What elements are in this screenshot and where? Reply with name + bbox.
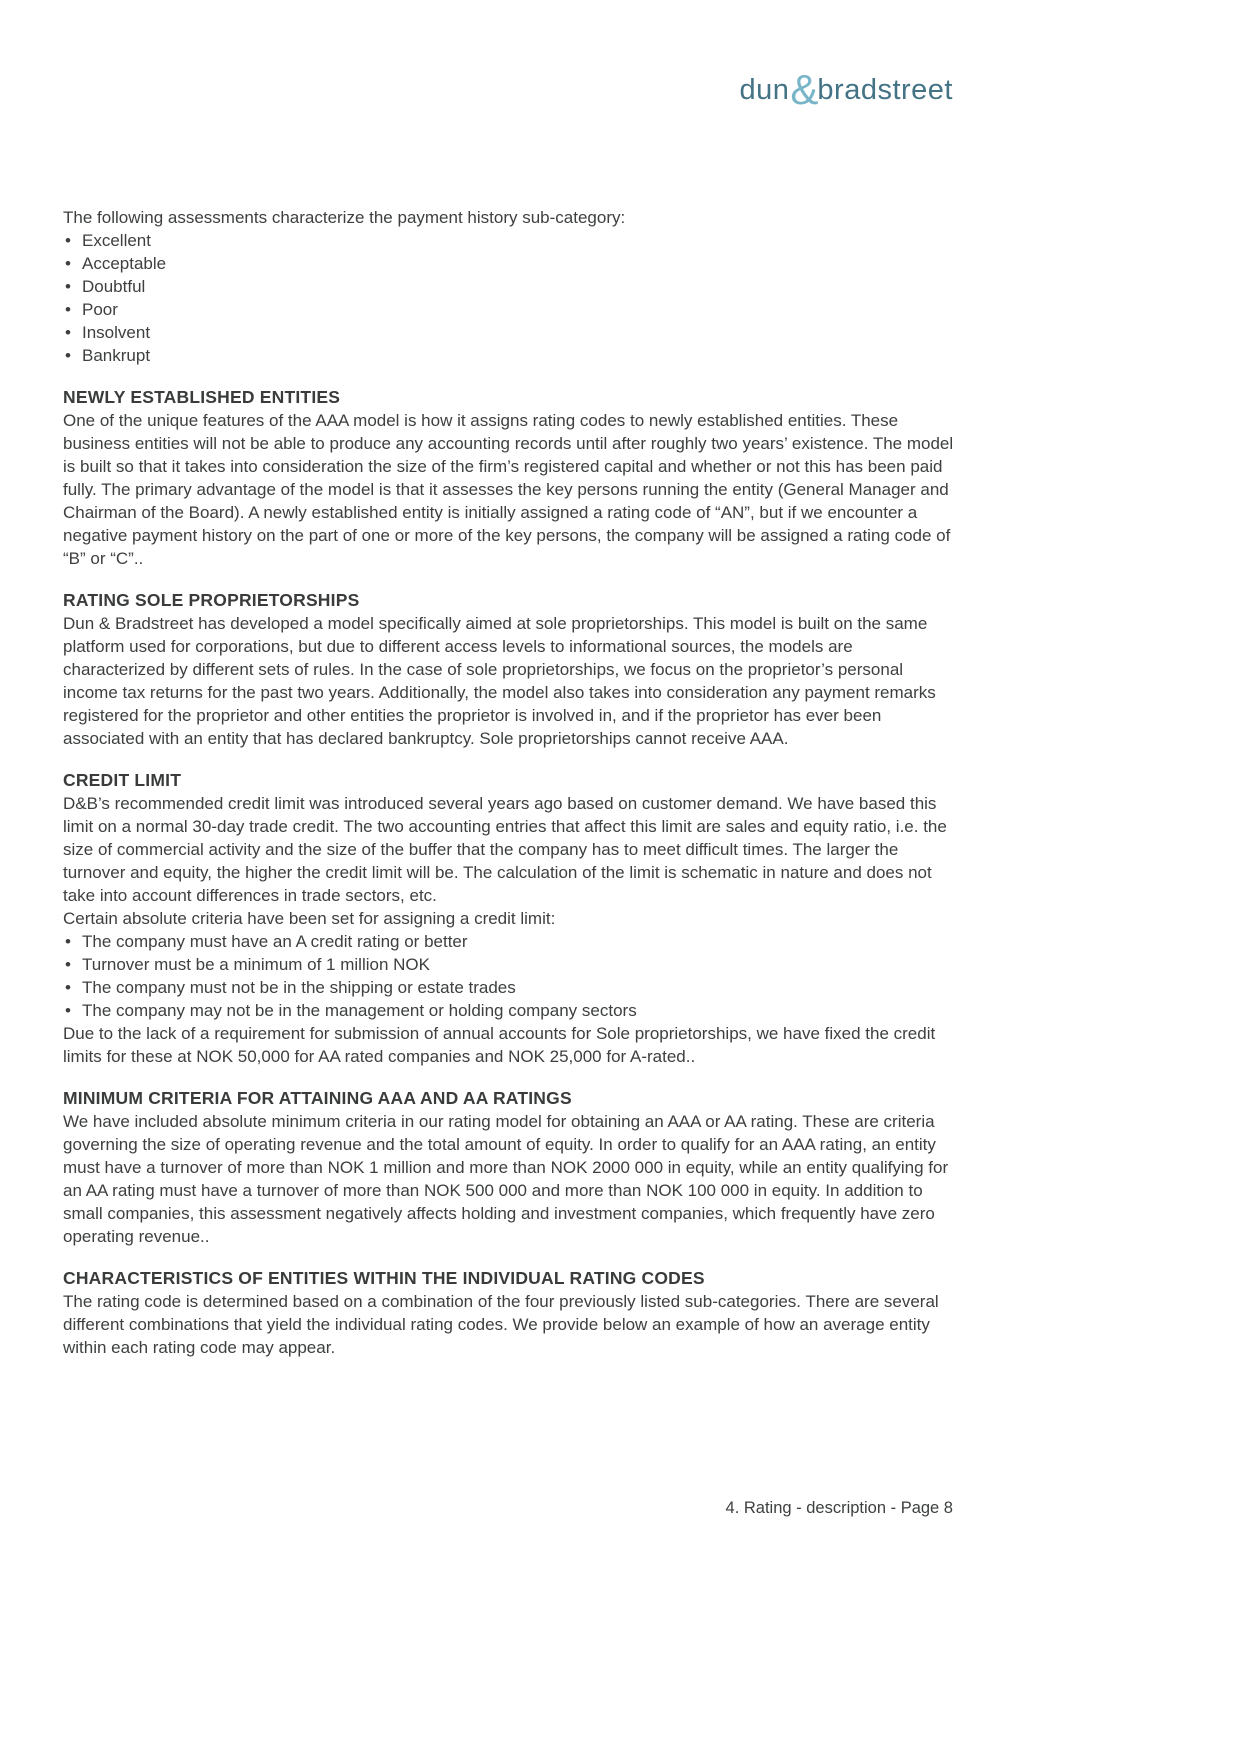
section-characteristics xyxy=(63,1267,955,1359)
section-heading: RATING SOLE PROPRIETORSHIPS xyxy=(63,590,360,610)
list-item xyxy=(63,275,955,298)
section-heading: NEWLY ESTABLISHED ENTITIES xyxy=(63,387,341,407)
section-heading: CREDIT LIMIT xyxy=(63,770,182,790)
list-item xyxy=(63,321,955,344)
list-item-label: Acceptable xyxy=(82,254,167,273)
list-item-label: Excellent xyxy=(82,231,151,250)
section-minimum-criteria xyxy=(63,1087,955,1248)
list-item xyxy=(63,298,955,321)
list-item xyxy=(63,930,955,953)
credit-limit-note: Due to the lack of a requirement for submission of annual accounts for Sole proprietorships, we have fixed the credit limits for these at NOK 50,000 for AA rated companies and NOK 25,000 for A-rated.. xyxy=(63,1024,936,1066)
section-paragraph: One of the unique features of the AAA model is how it assigns rating codes to newly established entities. These business entities will not be able to produce any accounting records until after roughly two years’ existence. The model is built so that it takes into consideration the size of the firm’s registered capital and whether or not this has been paid fully. The primary advantage of the model is that it assesses the key persons running the entity (General Manager and Chairman of the Board). A newly established entity is initially assigned a rating code of “AN”, but if we encounter a negative payment history on the part of one or more of the key persons, the company will be assigned a rating code of “B” or “C”.. xyxy=(63,411,954,568)
section-paragraph: Dun & Bradstreet has developed a model specifically aimed at sole proprietorships. This model is built on the same platform used for corporations, but due to different access levels to informational sources, the models are characterized by different sets of rules. In the case of sole proprietorships, we focus on the proprietor’s personal income tax returns for the past two years. Additionally, the model also takes into consideration any payment remarks registered for the proprietor and other entities the proprietor is involved in, and if the proprietor has ever been associated with an entity that has declared bankruptcy. Sole proprietorships cannot receive AAA. xyxy=(63,614,936,748)
section-credit-limit xyxy=(63,769,955,1068)
logo-word-dun: dun xyxy=(739,74,790,106)
dun-bradstreet-logo xyxy=(63,66,953,114)
section-paragraph: The rating code is determined based on a combination of the four previously listed sub-categories. There are several different combinations that yield the individual rating codes. We provide below an example of how an average entity within each rating code may appear. xyxy=(63,1292,939,1357)
list-item-label: Doubtful xyxy=(82,277,146,296)
list-item xyxy=(63,344,955,367)
section-heading: MINIMUM CRITERIA FOR ATTAINING AAA AND AA RATINGS xyxy=(63,1088,572,1108)
criteria-lead: Certain absolute criteria have been set for assigning a credit limit: xyxy=(63,909,556,928)
list-item-label: Insolvent xyxy=(82,323,151,342)
intro-lead: The following assessments characterize the payment history sub-category: xyxy=(63,208,626,227)
section-sole-proprietorships xyxy=(63,589,955,750)
list-item xyxy=(63,252,955,275)
list-item xyxy=(63,229,955,252)
list-item xyxy=(63,976,955,999)
list-item-label: The company must have an A credit rating or better xyxy=(82,932,468,951)
list-item-label: Poor xyxy=(82,300,118,319)
list-item xyxy=(63,999,955,1022)
list-item-label: The company may not be in the management or holding company sectors xyxy=(82,1001,637,1020)
section-heading: CHARACTERISTICS OF ENTITIES WITHIN THE INDIVIDUAL RATING CODES xyxy=(63,1268,705,1288)
section-newly-established xyxy=(63,386,955,570)
section-paragraph: We have included absolute minimum criteria in our rating model for obtaining an AAA or AA rating. These are criteria governing the size of operating revenue and the total amount of equity. In order to qualify for an AAA rating, an entity must have a turnover of more than NOK 1 million and more than NOK 2000 000 in equity, while an entity qualifying for an AA rating must have a turnover of more than NOK 500 000 and more than NOK 100 000 in equity. In addition to small companies, this assessment negatively affects holding and investment companies, which frequently have zero operating revenue.. xyxy=(63,1112,949,1246)
list-item-label: The company must not be in the shipping or estate trades xyxy=(82,978,516,997)
footer-page-label: 4. Rating - description - Page 8 xyxy=(725,1499,953,1517)
logo-ampersand-icon: & xyxy=(790,66,819,113)
list-item-label: Bankrupt xyxy=(82,346,151,365)
document-body xyxy=(63,206,955,1359)
credit-limit-criteria-list xyxy=(63,930,955,1022)
logo-word-bradstreet: bradstreet xyxy=(817,74,953,106)
list-item xyxy=(63,953,955,976)
payment-history-list xyxy=(63,229,955,367)
page-footer xyxy=(63,1499,953,1518)
section-paragraph: D&B’s recommended credit limit was introduced several years ago based on customer demand. We have based this limit on a normal 30-day trade credit. The two accounting entries that affect this limit are sales and equity ratio, i.e. the size of commercial activity and the size of the buffer that the company has to meet difficult times. The larger the turnover and equity, the higher the credit limit will be. The calculation of the limit is schematic in nature and does not take into account differences in trade sectors, etc. xyxy=(63,794,947,905)
list-item-label: Turnover must be a minimum of 1 million NOK xyxy=(82,955,430,974)
